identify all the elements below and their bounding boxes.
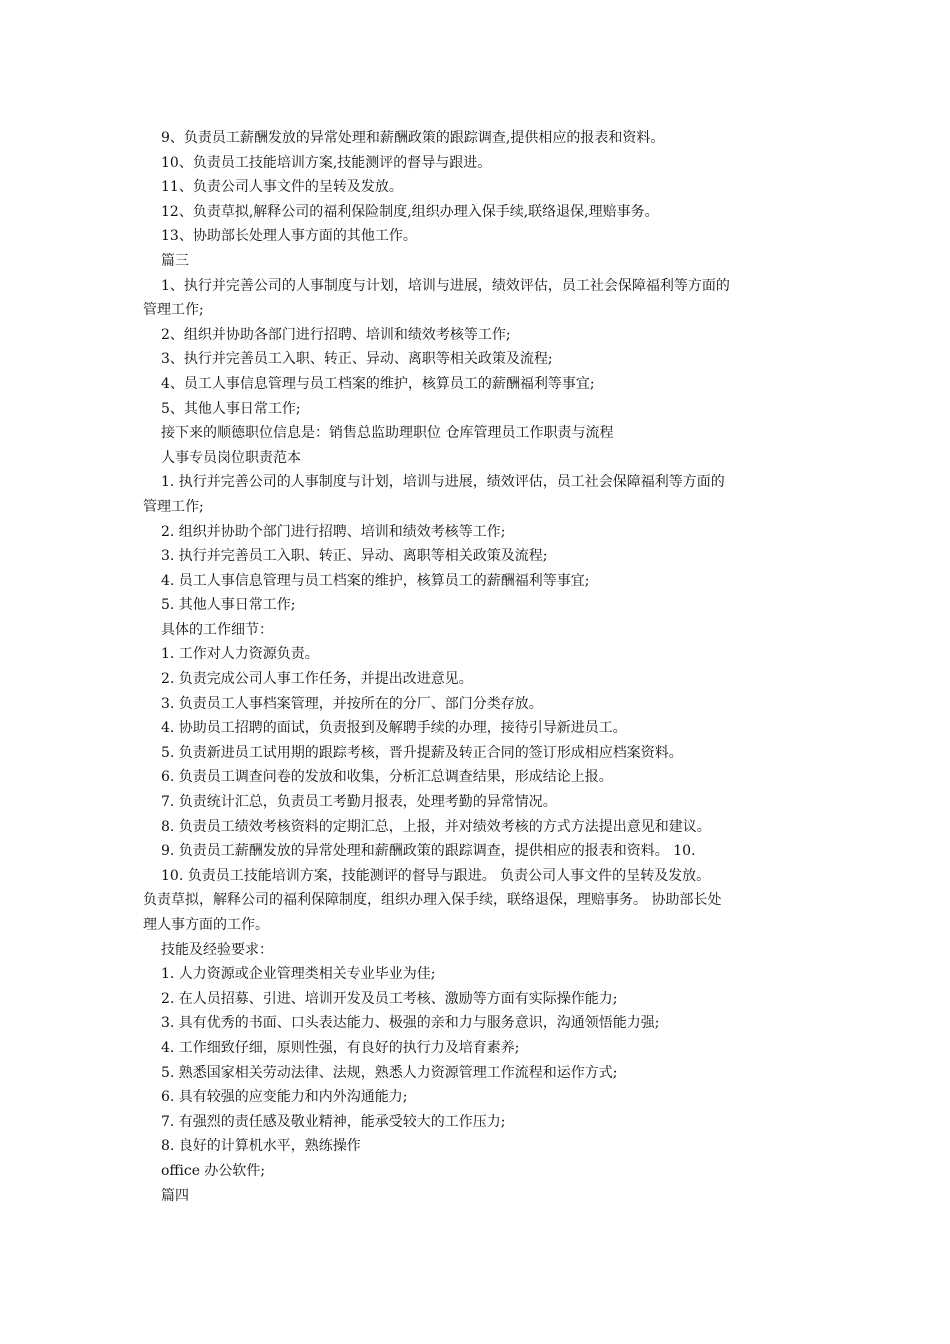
text-line: 9、负责员工薪酬发放的异常处理和薪酬政策的跟踪调查,提供相应的报表和资料。 <box>161 130 665 146</box>
text-line: 2. 负责完成公司人事工作任务，并提出改进意见。 <box>161 671 473 688</box>
text-line: 11、负责公司人事文件的呈转及发放。 <box>161 179 403 196</box>
text-line: 管理工作; <box>143 302 204 319</box>
text-line: 3、执行并完善员工入职、转正、异动、离职等相关政策及流程; <box>161 351 553 368</box>
section-heading: 篇四 <box>161 1187 189 1204</box>
text-line: 4. 协助员工招聘的面试，负责报到及解聘手续的办理，接待引导新进员工。 <box>161 720 627 737</box>
text-line: 负责草拟，解释公司的福利保障制度，组织办理入保手续，联络退保，理赔事务。 协助部长处 <box>143 892 722 909</box>
text-line: 5. 负责新进员工试用期的跟踪考核，晋升提薪及转正合同的签订形成相应档案资料。 <box>161 744 683 761</box>
text-line: 10. 负责员工技能培训方案，技能测评的督导与跟进。 负责公司人事文件的呈转及发放。 <box>161 867 711 884</box>
text-line: 3. 具有优秀的书面、口头表达能力、极强的亲和力与服务意识，沟通领悟能力强; <box>161 1015 660 1032</box>
text-line: 5、其他人事日常工作; <box>161 400 301 417</box>
document-body <box>143 126 815 1208</box>
text-line: 4. 员工人事信息管理与员工档案的维护，核算员工的薪酬福利等事宜; <box>161 572 590 589</box>
text-line: 7. 有强烈的责任感及敬业精神，能承受较大的工作压力; <box>161 1113 506 1130</box>
text-line: 6. 负责员工调查问卷的发放和收集，分析汇总调查结果，形成结论上报。 <box>161 769 613 786</box>
text-line: 3. 负责员工人事档案管理，并按所在的分厂、部门分类存放。 <box>161 695 543 712</box>
text-line: office 办公软件; <box>161 1162 266 1179</box>
text-line: 3. 执行并完善员工入职、转正、异动、离职等相关政策及流程; <box>161 548 548 565</box>
text-line: 12、负责草拟,解释公司的福利保险制度,组织办理入保手续,联络退保,理赔事务。 <box>161 203 659 220</box>
subheading: 技能及经验要求： <box>161 941 273 958</box>
text-line: 8. 负责员工绩效考核资料的定期汇总，上报，并对绩效考核的方式方法提出意见和建议。 <box>161 818 711 835</box>
text-line: 接下来的顺德职位信息是：销售总监助理职位 仓库管理员工作职责与流程 <box>161 425 614 442</box>
section-heading: 篇三 <box>161 252 189 269</box>
text-line: 1、执行并完善公司的人事制度与计划，培训与进展，绩效评估，员工社会保障福利等方面的 <box>161 277 730 294</box>
section-heading: 人事专员岗位职责范本 <box>161 449 301 466</box>
text-line: 9. 负责员工薪酬发放的异常处理和薪酬政策的跟踪调查，提供相应的报表和资料。 10. <box>161 843 696 860</box>
text-line: 1. 工作对人力资源负责。 <box>161 646 319 663</box>
text-line: 理人事方面的工作。 <box>143 917 269 933</box>
text-line: 2、组织并协助各部门进行招聘、培训和绩效考核等工作; <box>161 326 511 343</box>
text-line: 5. 其他人事日常工作; <box>161 597 296 614</box>
text-line: 8. 良好的计算机水平，熟练操作 <box>161 1138 361 1155</box>
text-line: 10、负责员工技能培训方案,技能测评的督导与跟进。 <box>161 154 492 171</box>
text-line: 7. 负责统计汇总，负责员工考勤月报表，处理考勤的异常情况。 <box>161 794 557 811</box>
text-line: 2. 在人员招募、引进、培训开发及员工考核、激励等方面有实际操作能力; <box>161 990 618 1007</box>
text-line: 13、协助部长处理人事方面的其他工作。 <box>161 228 417 245</box>
subheading: 具体的工作细节： <box>161 621 273 638</box>
text-line: 1. 执行并完善公司的人事制度与计划，培训与进展，绩效评估，员工社会保障福利等方面的 <box>161 474 725 491</box>
text-line: 5. 熟悉国家相关劳动法律、法规，熟悉人力资源管理工作流程和运作方式; <box>161 1064 618 1081</box>
text-line: 1. 人力资源或企业管理类相关专业毕业为佳; <box>161 966 436 983</box>
text-line: 管理工作; <box>143 498 204 515</box>
text-line: 2. 组织并协助个部门进行招聘、培训和绩效考核等工作; <box>161 523 506 540</box>
text-line: 4、员工人事信息管理与员工档案的维护，核算员工的薪酬福利等事宜; <box>161 375 595 392</box>
text-line: 4. 工作细致仔细，原则性强，有良好的执行力及培育素养; <box>161 1039 520 1056</box>
text-line: 6. 具有较强的应变能力和内外沟通能力; <box>161 1089 408 1106</box>
